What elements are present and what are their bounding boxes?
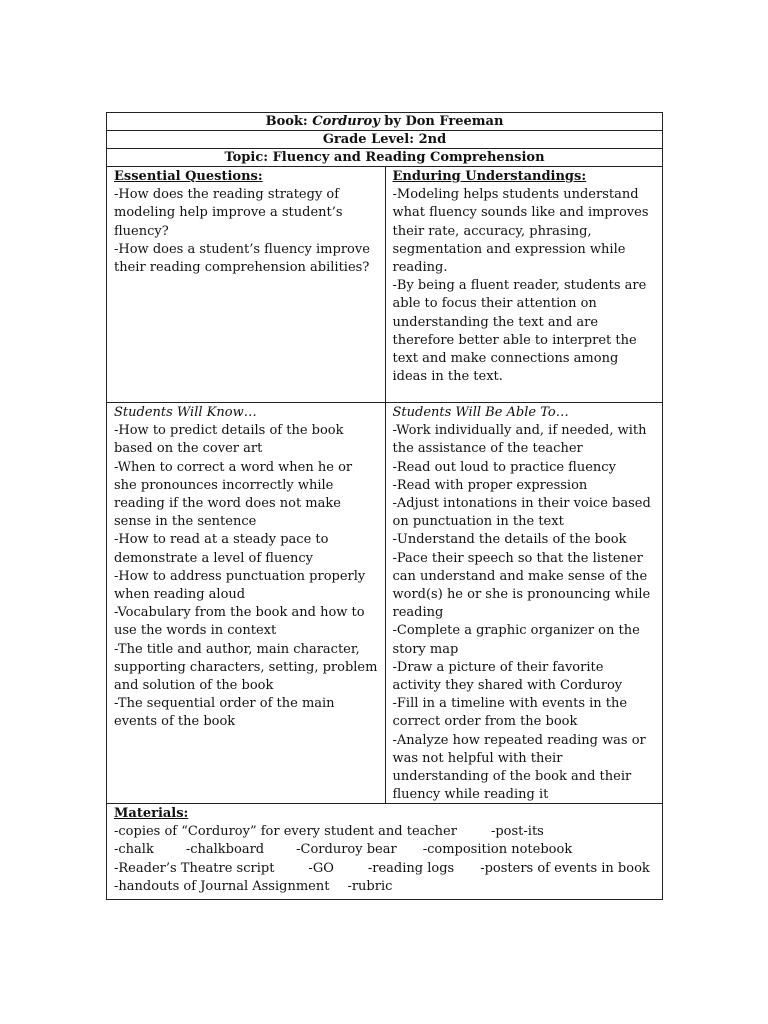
materials-row (114, 841, 655, 859)
students-will-be-able-cell (385, 403, 663, 803)
able-item: -Read out loud to practice fluency (392, 459, 616, 475)
book-prefix: Book: (265, 114, 313, 129)
able-item: -Adjust intonations in their voice based on punctuation in the text (392, 496, 651, 530)
enduring-understanding: -Modeling helps students understand what fluency sounds like and improves their rate, accuracy, phrasing, segmentation and expression while reading. (392, 187, 649, 276)
able-item: -Read with proper expression (392, 477, 588, 493)
material-item: -reading logs (367, 860, 455, 876)
material-item: -composition notebook (422, 842, 573, 858)
material-item: -chalk (114, 842, 154, 858)
able-item: -Fill in a timeline with events in the correct order from the book (392, 696, 628, 730)
material-item: -chalkboard (185, 842, 265, 858)
students-will-know-cell (107, 403, 385, 803)
able-item: -Complete a graphic organizer on the story map (392, 623, 640, 657)
able-item: -Draw a picture of their favorite activity they shared with Corduroy (392, 659, 623, 694)
essential-questions-heading: Essential Questions: (114, 169, 263, 184)
objectives-row (107, 403, 662, 804)
material-item: -Reader’s Theatre script (114, 860, 275, 876)
students-will-be-able-heading: Students Will Be Able To… (392, 405, 569, 420)
know-item: -Vocabulary from the book and how to use the words in context (114, 605, 365, 639)
essential-question: -How does the reading strategy of modeling help improve a student’s fluency? (114, 187, 343, 239)
able-item: -Analyze how repeated reading was or was not helpful with their understanding of the book and their fluency while reading it (392, 732, 646, 803)
book-row (107, 113, 662, 131)
book-suffix: by Don Freeman (379, 114, 504, 129)
know-item: -The sequential order of the main events of the book (114, 696, 335, 730)
material-item: -handouts of Journal Assignment (114, 878, 330, 894)
material-item: -GO (308, 860, 334, 876)
able-item: -Work individually and, if needed, with the assistance of the teacher (392, 423, 647, 457)
material-item: -rubric (347, 878, 393, 894)
material-item: -post-its (490, 824, 544, 840)
enduring-understanding: -By being a fluent reader, students are able to focus their attention on understanding the text and are therefore better able to interpret the text and make connections among ideas in the text. (392, 278, 647, 385)
materials-row (114, 823, 655, 841)
materials-cell (107, 804, 662, 899)
students-will-know-heading: Students Will Know… (114, 405, 257, 420)
material-item: -copies of “Corduroy” for every student and teacher (114, 824, 457, 840)
enduring-understandings-cell (385, 167, 663, 402)
materials-heading: Materials: (114, 806, 189, 821)
book-title: Corduroy (312, 114, 380, 129)
material-item: -posters of events in book (480, 860, 650, 876)
know-item: -The title and author, main character, supporting characters, setting, problem and solution of the book (114, 641, 378, 694)
know-item: -How to predict details of the book based on the cover art (114, 423, 344, 457)
grade-row: Grade Level: 2nd (107, 131, 662, 149)
essential-questions-cell (107, 167, 385, 402)
able-item: -Pace their speech so that the listener can understand and make sense of the word(s) he or she is pronouncing while reading (392, 550, 651, 621)
able-item: -Understand the details of the book (392, 532, 627, 548)
know-item: -How to address punctuation properly when reading aloud (114, 568, 366, 603)
materials-row (114, 878, 655, 896)
know-item: -How to read at a steady pace to demonstrate a level of fluency (114, 532, 329, 566)
essential-question: -How does a student’s fluency improve their reading comprehension abilities? (114, 241, 370, 276)
lesson-plan-table (106, 112, 663, 900)
topic-row: Topic: Fluency and Reading Comprehension (107, 149, 662, 167)
enduring-understandings-heading: Enduring Understandings: (392, 169, 587, 184)
material-item: -Corduroy bear (296, 842, 397, 858)
know-item: -When to correct a word when he or she pronounces incorrectly while reading if the word does not make sense in the sentence (114, 459, 353, 530)
materials-row (114, 860, 655, 878)
questions-row (107, 167, 662, 403)
